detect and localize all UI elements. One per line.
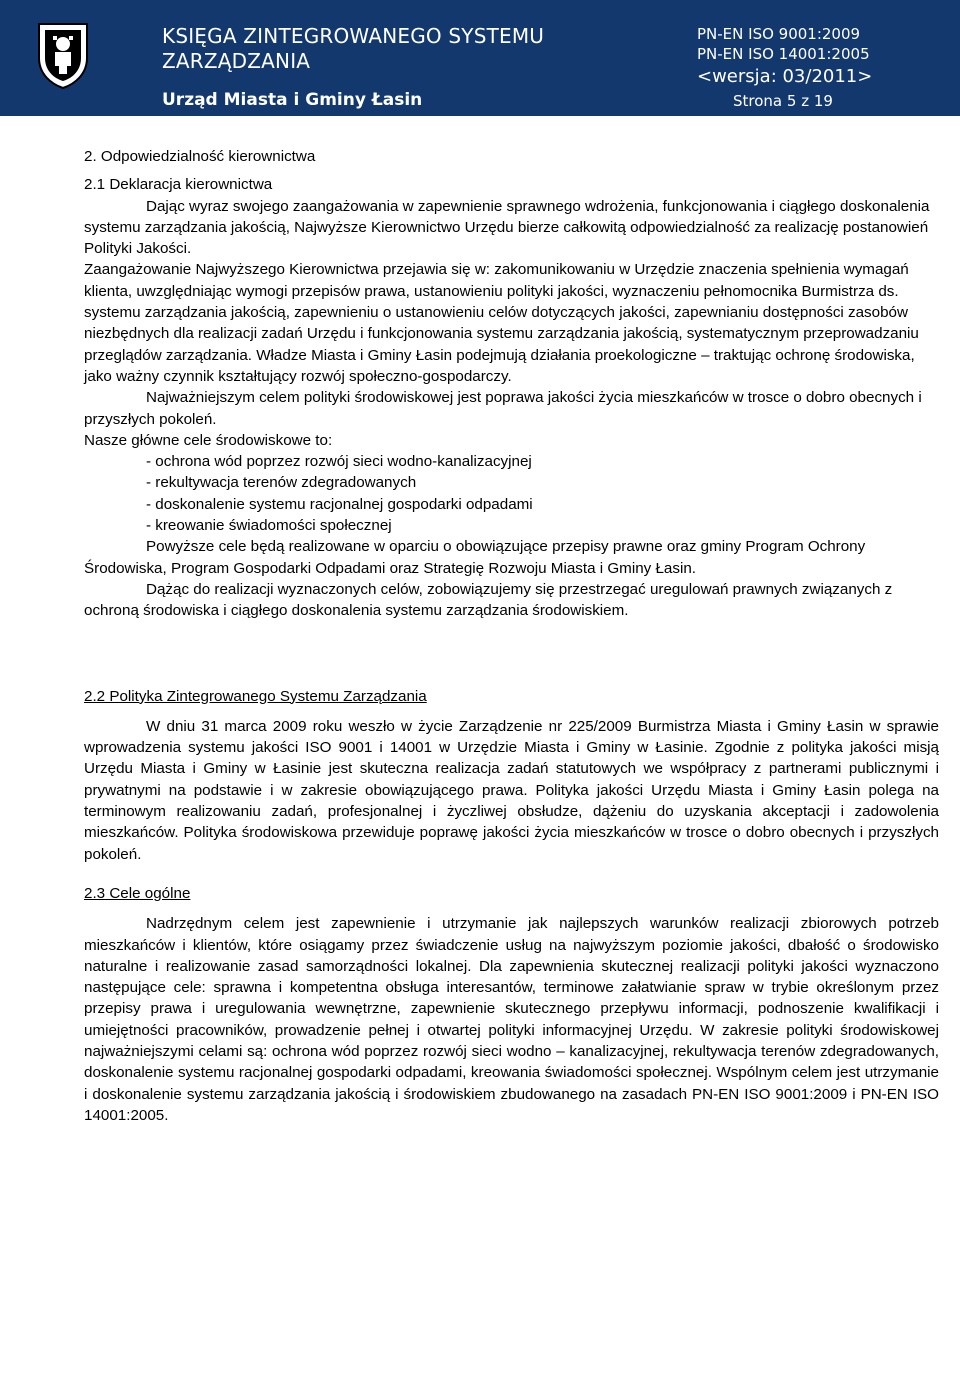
document-title: KSIĘGA ZINTEGROWANEGO SYSTEMU ZARZĄDZANIA	[162, 24, 545, 73]
section-heading-2-3: 2.3 Cele ogólne	[84, 884, 191, 902]
document-header	[0, 0, 960, 116]
paragraph: Dążąc do realizacji wyznaczonych celów, zobowiązujemy się przestrzegać uregulowań prawnych związanych z ochroną środowiska i ciągłego doskonalenia systemu zarządzania środowiskiem.	[84, 580, 893, 620]
paragraph: Powyższe cele będą realizowane w oparciu o obowiązujące przepisy prawne oraz gminy Program Ochrony Środowiska, Program Gospodarki Odpadami oraz Strategię Rozwoju Miasta i Gminy Łasin.	[84, 538, 866, 577]
coat-of-arms-icon	[33, 20, 93, 90]
section-heading-2-2: 2.2 Polityka Zintegrowanego Systemu Zarządzania	[84, 687, 427, 705]
standard-14001: PN-EN ISO 14001:2005	[697, 45, 870, 63]
paragraph: Zaangażowanie Najwyższego Kierownictwa przejawia się w: zakomunikowaniu w Urzędzie znaczenia spełnienia wymagań klienta, uwzględniając wymogi przepisów prawa, ustanowieniu polityki jakości, wyznaczeniu pełnomocnika Burmistrza ds. systemu zarządzania jakością, zapewnieniu o ustanowieniu celów dotyczących jakości, zapewnianiu dostępności zasobów niezbędnych dla realizacji zadań Urzędu i funkcjonowania systemu zarządzania jakością, systematycznym przeprowadzaniu przeglądów zarządzania. Władze Miasta i Gminy Łasin podejmują działania proekologiczne – traktując ochronę środowiska, jako ważny czynnik kształtujący rozwój społeczno-gospodarczy.	[84, 261, 919, 385]
version-label: <wersja: 03/2011>	[697, 66, 873, 87]
standard-9001: PN-EN ISO 9001:2009	[697, 25, 861, 43]
page-number: Strona 5 z 19	[733, 92, 833, 110]
goals-intro: Nasze główne cele środowiskowe to:	[84, 431, 333, 449]
list-item: - ochrona wód poprzez rozwój sieci wodno-kanalizacyjnej	[146, 453, 532, 471]
section-heading: 2. Odpowiedzialność kierownictwa	[84, 148, 316, 165]
paragraph: Najważniejszym celem polityki środowiskowej jest poprawa jakości życia mieszkańców w trosce o dobro obecnych i przyszłych pokoleń.	[84, 389, 922, 428]
office-name: Urząd Miasta i Gminy Łasin	[162, 90, 423, 110]
list-item: - doskonalenie systemu racjonalnej gospodarki odpadami	[146, 495, 533, 513]
paragraph: W dniu 31 marca 2009 roku weszło w życie Zarządzenie nr 225/2009 Burmistrza Miasta i Gminy Łasin w sprawie wprowadzenia systemu jakości ISO 9001 i 14001 w Urzędzie Miasta i Gminy w Łasinie. Zgodnie z polityka jakości misją Urzędu Miasta i Gminy w Łasinie jest skuteczna realizacja zadań statutowych we współpracy z partnerami publicznymi i prywatnymi na podstawie i w zakresie obowiązującego prawa. Polityka jakości Urzędu Miasta i Gminy Łasin polega na terminowym realizowaniu zadań, profesjonalnej i życzliwej obsłudze, dążeniu do uzyskania akceptacji i zadowolenia mieszkańców. Polityka środowiskowa przewiduje poprawę jakości życia mieszkańców w trosce o dobro obecnych i przyszłych pokoleń.	[84, 717, 939, 863]
standards-block	[697, 24, 947, 90]
goals-list	[146, 451, 939, 536]
paragraph: Dając wyraz swojego zaangażowania w zapewnienie sprawnego wdrożenia, funkcjonowania i ciągłego doskonalenia systemu zarządzania jakością, Najwyższe Kierownictwo Urzędu bierze całkowitą odpowiedzialność za realizację postanowień Polityki Jakości.	[84, 197, 930, 258]
subsection-heading: 2.1 Deklaracja kierownictwa	[84, 176, 273, 194]
list-item: - kreowanie świadomości społecznej	[146, 517, 392, 535]
list-item: - rekultywacja terenów zdegradowanych	[146, 474, 417, 492]
paragraph: Nadrzędnym celem jest zapewnienie i utrzymanie jak najlepszych warunków realizacji zbiorowych potrzeb mieszkańców i klientów, które osiągamy przez świadczenie usług na najwyższym poziomie jakości, dbałość o środowisko naturalne i realizowanie zasad samorządności lokalnej. Dla zapewnienia skutecznej realizacji polityki jakości wyznaczono następujące cele: sprawna i kompetentna obsługa interesantów, terminowe załatwianie spraw w trybie określonym przez przepisy prawa i uregulowania wewnętrzne, zapewnienie skutecznego przepływu informacji, podnoszenie kwalifikacji i umiejętności pracowników, prowadzenie pełnej i otwartej polityki informacyjnej Urzędu. W zakresie polityki środowiskowej najważniejszymi celami są: ochrona wód poprzez rozwój sieci wodno – kanalizacyjnej, rekultywacja terenów zdegradowanych, doskonalenie systemu racjonalnej gospodarki odpadami, kreowania świadomości społecznej. Wspólnym celem jest utrzymanie i doskonalenie systemu zarządzania jakością i środowiskiem zbudowanego na zasadach PN-EN ISO 9001:2009 i PN-EN ISO 14001:2005.	[84, 915, 939, 1124]
document-body	[84, 146, 939, 1126]
